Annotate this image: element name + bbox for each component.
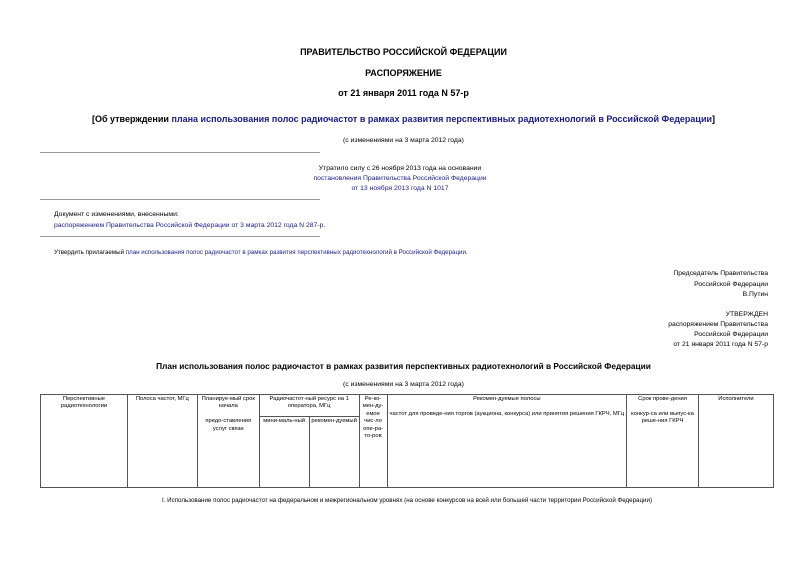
col-header-min: мини-маль-ный [259,417,309,488]
expired-link-line1[interactable]: постановления Правительства Российской Федерации [313,175,487,182]
approved-by: распоряжением Правительства [668,321,768,328]
title-link[interactable]: плана использования полос радиочастот в рамках развития перспективных радиотехнологий в Российской Федерации [171,114,713,124]
col-header-bands: Рекомен-дуемые полосы частот для проведе-ния торгов (аукциона, конкурса) или принятия решения ГКРЧ, МГц [387,395,627,488]
plan-title: План использования полос радиочастот в рамках развития перспективных радиотехнологий в Российской Федерации [156,361,651,371]
approved-date: от 21 января 2011 года N 57-р [673,341,768,348]
approved-label: УТВЕРЖДЕН [725,311,768,318]
changes-line [54,221,325,231]
approve-prefix: Утвердить прилагаемый [54,249,126,256]
title-prefix: [Об утверждении [91,114,172,124]
approve-link[interactable]: план использования полос радиочастот в рамках развития перспективных радиотехнологий в Российской Федерации [125,249,466,256]
doc-date-number: от 21 января 2011 года N 57-р [338,88,469,98]
amendment-note: (с изменениями на 3 марта 2012 года) [343,137,464,144]
expired-text: Утратило силу с 26 ноября 2013 года на основании [318,165,482,172]
col-header-technologies: Перспективные радиотехнологии [41,395,128,488]
col-header-band: Полоса частот, МГц [127,395,197,488]
changes-label: Документ с изменениями, внесенными: [54,211,179,218]
divider [40,236,320,237]
col-header-operators: Ре-ко-мен-ду-емое чис-ло опе-ра-то-ров [359,395,387,488]
signature-title: Председатель Правительства [673,270,768,277]
divider [40,152,320,153]
doc-title [0,114,807,124]
approve-line [54,249,468,257]
plan-note: (с изменениями на 3 марта 2012 года) [343,381,464,388]
section-heading: I. Использование полос радиочастот на федеральном и межрегиональном уровнях (на основе конкурсов на всей или большей части территории Российской Федерации) [162,497,652,504]
changes-end: . [323,222,326,229]
signature-country: Российской Федерации [694,281,768,288]
signature-name: В.Путин [742,291,768,298]
col-header-resource: Радиочастот-ный ресурс на 1 оператора, МГц [259,395,359,417]
doc-type: РАСПОРЯЖЕНИЕ [365,68,442,78]
divider [40,199,320,200]
approved-country: Российской Федерации [694,331,768,338]
title-suffix: ] [712,114,716,124]
approve-end: . [465,249,468,256]
government-title: ПРАВИТЕЛЬСТВО РОССИЙСКОЙ ФЕДЕРАЦИИ [300,47,507,57]
expired-link-line2[interactable]: от 13 ноября 2013 года N 1017 [351,185,449,192]
col-header-start: Планируе-мый срок начала предо-ставления услуг связи [197,395,259,488]
col-header-executors: Исполнители [698,395,773,488]
col-header-recommended: рекомен-дуемый [309,417,359,488]
changes-link[interactable]: распоряжением Правительства Российской Федерации от 3 марта 2012 года N 287-р [54,222,324,229]
col-header-term: Срок прове-дения конкур-са или выпус-ка реше-ния ГКРЧ [627,395,699,488]
plan-table [40,394,774,488]
